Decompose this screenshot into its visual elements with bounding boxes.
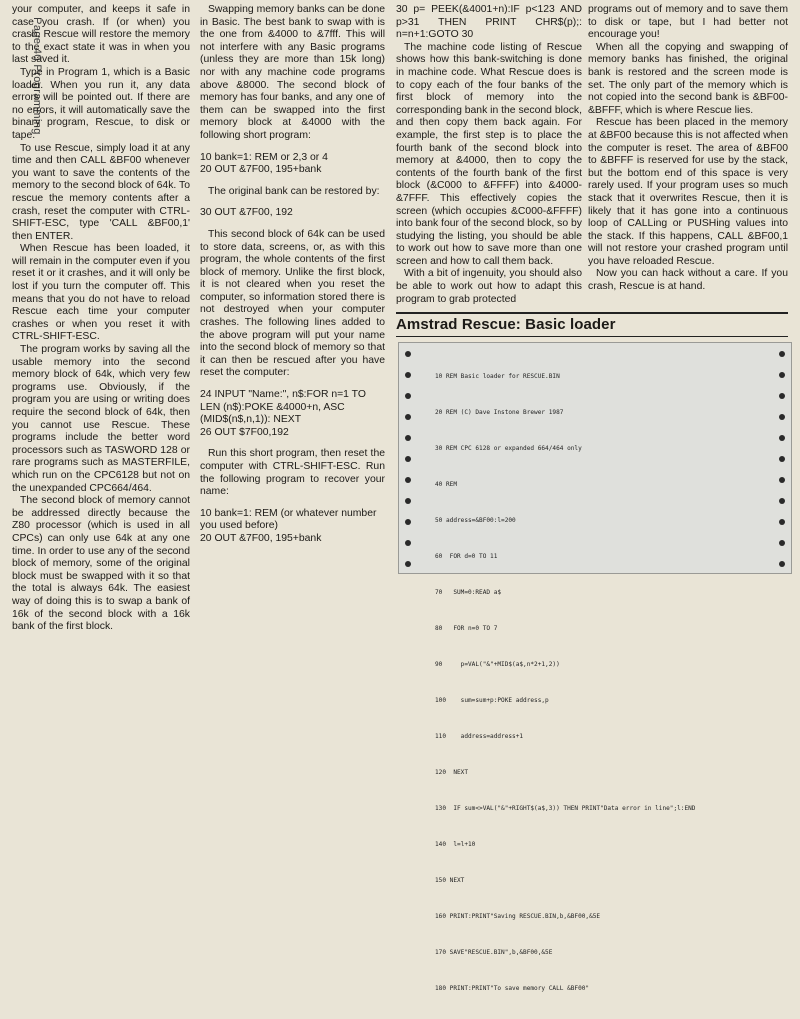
code-line: 100 sum=sum+p:POKE address,p — [435, 697, 549, 704]
code-line: 160 PRINT:PRINT"Saving RESCUE.BIN,b,&BF00,&5E — [435, 913, 601, 920]
paragraph: The machine code listing of Rescue shows how this bank-switching is done in machine code. What Rescue does is to copy each of the four banks of the first block of memory into the corresponding bank in the second block, and then copy them back again. For example, the first step is to place the fourth bank of the second block into memory at &4000, then to copy the contents of the fourth bank of the first block (&C000 to &FFFF) into &4000-&7FFF. This effectively copies the screen (which occupies &C000-&FFFF) into bank four of the second block, so by studying the listing, you should be able to work out how to save more than one screen and how to call them back. — [396, 41, 582, 267]
paragraph: Type in Program 1, which is a Basic loader. When you run it, any data errors will be pointed out. If there are no errors, it will automatically save the binary program, Rescue, to disk or tape. — [12, 66, 190, 141]
code-line: 120 NEXT — [435, 769, 469, 776]
paragraph: When all the copying and swapping of memory banks has finished, the original bank is restored and the screen mode is set. The only part of the memory which is not copied into the second bank is &BF00-&BFFF, which is where Rescue lies. — [588, 41, 788, 116]
code-line: 70 SUM=0:READ a$ — [435, 589, 502, 596]
code-line: 30 REM CPC 6128 or expanded 664/464 only — [435, 445, 582, 452]
column-1 — [12, 4, 190, 634]
listing-lines — [435, 347, 695, 1019]
code-line: 50 address=&BF00:l=200 — [435, 517, 516, 524]
paragraph: This second block of 64k can be used to store data, screens, or, as with this program, the whole contents of the first block of memory. Unlike the first block, it is not cleared when you reset the computer, so information stored there is not destroyed when your computer crashes. The following lines added to the above program will put your name into the second block of memory so that it can then be rescued after you have reset the computer: — [200, 228, 385, 379]
code-snippet: 24 INPUT "Name:", n$:FOR n=1 TO LEN (n$):POKE &4000+n, ASC (MID$(n$,n,1)): NEXT 26 OUT $7F00,192 — [200, 389, 366, 438]
program-listing — [398, 342, 792, 992]
code-line: 40 REM — [435, 481, 458, 488]
code-line: 90 p=VAL("&"+MID$(a$,n*2+1,2)) — [435, 661, 560, 668]
page-side-label: Page 40 Programming — [30, 17, 43, 135]
code-snippet: 10 bank=1: REM (or whatever number you used before) 20 OUT &7F00, 195+bank — [200, 507, 377, 544]
code-line: 130 IF sum<>VAL("&"+RIGHT$(a$,3)) THEN PRINT"Data error in line";l:END — [435, 805, 696, 812]
code-line: 60 FOR d=0 TO 11 — [435, 553, 498, 560]
paragraph: programs out of memory and to save them to disk or tape, but I had better not encourage you! — [588, 4, 788, 41]
paragraph: Swapping memory banks can be done in Basic. The best bank to swap with is the one from &4000 to &7fff. This will not interfere with any Basic programs (unless they are more than 15k long) nor with any machine code programs above &8000. The second block of memory has four banks, and any one of them can be swapped into the first memory block at &4000 with the following short program: — [200, 4, 385, 141]
code-line: 20 REM (C) Dave Instone Brewer 1987 — [435, 409, 564, 416]
paragraph: The original bank can be restored by: — [208, 185, 380, 197]
box-top-rule — [396, 312, 788, 314]
paragraph: With a bit of ingenuity, you should also be able to work out how to adapt this program to grab protected — [396, 268, 582, 305]
box-title-rule — [396, 336, 788, 337]
listing-title: Amstrad Rescue: Basic loader — [396, 316, 616, 333]
code-snippet: 30 p= PEEK(&4001+n):IF p<123 AND p>31 THEN PRINT CHR$(p);: n=n+1:GOTO 30 — [396, 4, 582, 41]
code-line: 10 REM Basic loader for RESCUE.BIN — [435, 373, 560, 380]
column-2 — [200, 4, 385, 555]
paragraph: Now you can hack without a care. If you crash, Rescue is at hand. — [588, 268, 788, 293]
code-line: 110 address=address+1 — [435, 733, 524, 740]
printout-holes-right — [775, 351, 789, 582]
paragraph: Run this short program, then reset the computer with CTRL-SHIFT-ESC. Run the following program to recover your name: — [200, 448, 385, 498]
paragraph: your computer, and keeps it safe in case you crash. If (or when) you crash, Rescue will restore the memory to the exact state it was in when you last saved it. — [12, 4, 190, 66]
code-line: 170 SAVE"RESCUE.BIN",b,&BF00,&5E — [435, 949, 553, 956]
paragraph: When Rescue has been loaded, it will remain in the computer even if you reset it or it crashes, and it will only be lost if you turn the computer off. This means that you do not have to reload Rescue each time your computer crashes or when you reset it with CTRL-SHIFT-ESC. — [12, 243, 190, 343]
code-line: 80 FOR n=0 TO 7 — [435, 625, 498, 632]
paragraph: The second block of memory cannot be addressed directly because the Z80 processor (which is used in all CPCs) can only use 64k at any one time. In order to use any of the second block of memory, some of the original block must be swapped with it so that the total is always 64k. The easiest way of doing this is to swap a bank of 16k of the second block with a 16k bank of the first block. — [12, 495, 190, 633]
column-3 — [396, 4, 582, 306]
code-line: 180 PRINT:PRINT"To save memory CALL &BF00" — [435, 985, 590, 992]
paragraph: To use Rescue, simply load it at any time and then CALL &BF00 whenever you want to save the contents of the memory to the second block of 64k. To rescue the memory contents after a crash, reset the computer with CTRL-SHIFT-ESC, type 'CALL &BF00,1' then ENTER. — [12, 142, 190, 242]
paragraph: Rescue has been placed in the memory at &BF00 because this is not affected when the computer is reset. The area of &BF00 to &BFFF is reserved for use by the stack, but the bottom end of this space is very rarely used. If your program uses so much stack that it overwrites Rescue, then it is likely that it has gone into a continuous loop of CALLing or PUSHing values into the stack. If this happens, CALL &BF00,1 will not restore your crashed program until you have reloaded Rescue. — [588, 117, 788, 267]
code-snippet: 30 OUT &7F00, 192 — [200, 207, 293, 219]
code-snippet: 10 bank=1: REM or 2,3 or 4 20 OUT &7F00, 195+bank — [200, 151, 328, 176]
printout-holes-left — [401, 351, 415, 582]
code-line: 150 NEXT — [435, 877, 465, 884]
paragraph: The program works by saving all the usable memory into the second memory block of 64k, which very few programs use. Obviously, if the program you are using or writing does require the second block of 64k, then you cannot use Rescue. These programs include the better word processors such as TASWORD 128 or rare programs such as MASTERFILE, which run on the CPC6128 but not on the unexpanded CPC664/464. — [12, 344, 190, 494]
column-4 — [588, 4, 788, 294]
code-line: 140 l=l+10 — [435, 841, 476, 848]
